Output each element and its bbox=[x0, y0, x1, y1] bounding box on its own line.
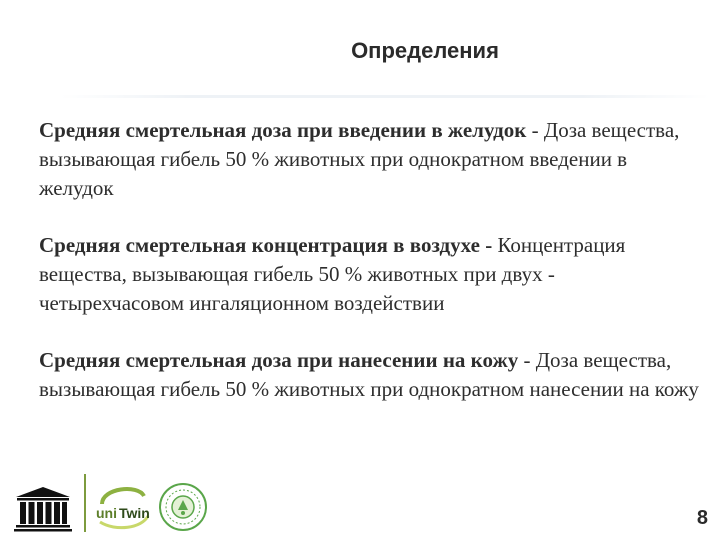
unesco-temple-icon bbox=[14, 486, 72, 532]
slide-title: Определения bbox=[351, 38, 499, 63]
definition-text: Концентрация вещества, вызывающая гибель 50 % животных при двух - четырехчасовом ингаляционном воздействии bbox=[39, 233, 626, 315]
definition-text: - Доза вещества, вызывающая гибель 50 % животных при однократном введении в желудок bbox=[39, 118, 680, 200]
title-underline bbox=[60, 95, 710, 98]
definition-dermal-ld50 bbox=[39, 346, 699, 404]
svg-text:uni: uni bbox=[96, 505, 117, 521]
definition-inhalation-lc50 bbox=[39, 231, 699, 318]
logo-divider bbox=[84, 474, 86, 532]
unitwin-logo-icon bbox=[92, 482, 156, 532]
green-seal-icon bbox=[158, 482, 208, 532]
definitions-list bbox=[39, 116, 699, 432]
page-number: 8 bbox=[696, 507, 708, 529]
svg-text:Twin: Twin bbox=[119, 505, 150, 521]
definition-term: Средняя смертельная доза при нанесении на кожу bbox=[39, 348, 519, 372]
definition-term: Средняя смертельная доза при введении в желудок bbox=[39, 118, 527, 142]
definition-oral-ld50 bbox=[39, 116, 699, 203]
definition-text: - Доза вещества, вызывающая гибель 50 % животных при однократном нанесении на кожу bbox=[39, 348, 699, 401]
definition-term: Средняя смертельная концентрация в воздухе - bbox=[39, 233, 493, 257]
